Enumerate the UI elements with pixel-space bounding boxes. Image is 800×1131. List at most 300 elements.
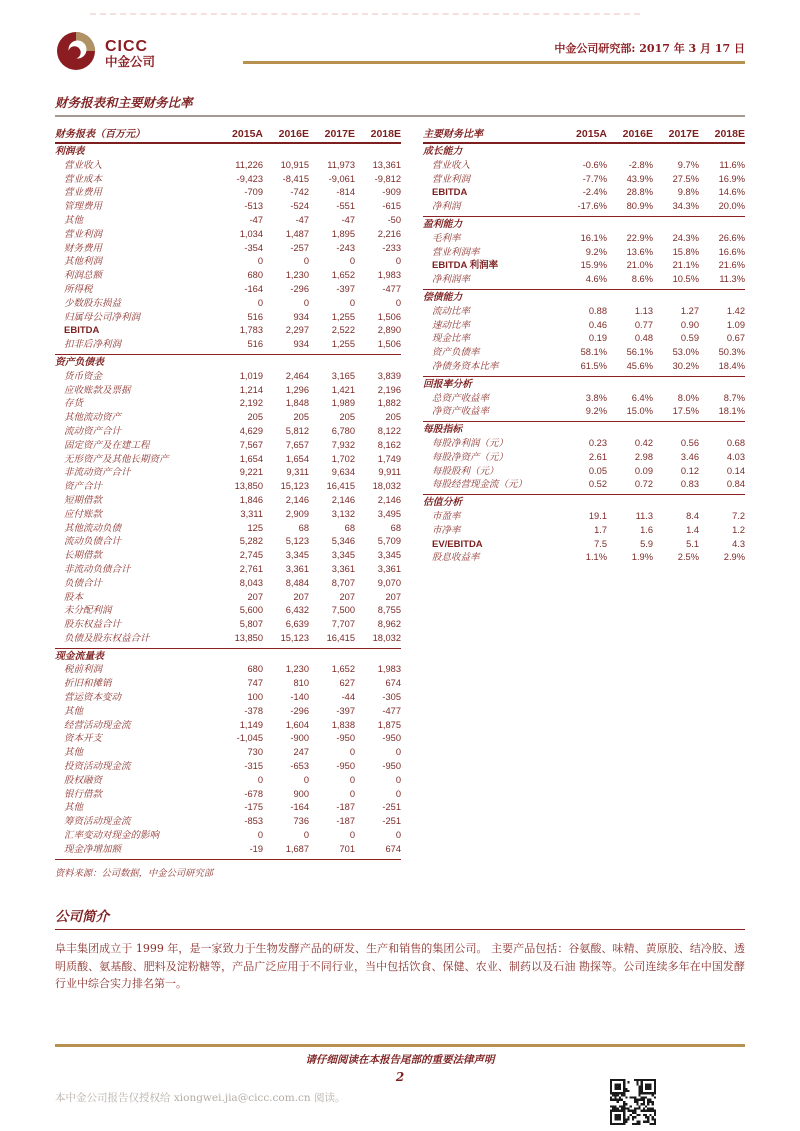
row-value: 7,567 — [239, 439, 263, 450]
row-value: 61.5% — [580, 360, 607, 371]
row-value: 1.27 — [680, 305, 699, 316]
row-value: 5,123 — [285, 536, 309, 547]
row-value: 16.6% — [718, 246, 745, 257]
row-value: 22.9% — [626, 232, 653, 243]
table-row — [423, 392, 745, 406]
row-value: 1.6 — [640, 524, 653, 535]
table-row — [55, 829, 401, 843]
row-value: -7.7% — [582, 173, 607, 184]
header-right — [243, 30, 745, 64]
row-label: 财务费用 — [64, 242, 103, 254]
qr-code — [610, 1078, 656, 1126]
row-value: 247 — [293, 747, 309, 758]
row-value: -251 — [382, 802, 401, 813]
row-value: 0 — [395, 256, 401, 267]
row-value: -1,045 — [236, 733, 263, 744]
row-label: 负债合计 — [64, 577, 103, 589]
row-value: 1,652 — [331, 270, 355, 281]
row-value: 5,282 — [239, 536, 263, 547]
row-label: 净债务资本比率 — [432, 360, 499, 372]
row-value: -950 — [336, 733, 355, 744]
cicc-logo — [55, 30, 155, 77]
row-value: 14.6% — [718, 187, 745, 198]
row-value: 0 — [349, 297, 355, 308]
section-header: 估值分析 — [423, 497, 463, 509]
row-value: 0.46 — [588, 319, 607, 330]
row-label: 营业收入 — [64, 159, 103, 171]
row-value: 11.6% — [719, 159, 745, 170]
row-label: 汇率变动对现金的影响 — [64, 830, 160, 842]
table-row — [423, 305, 745, 319]
row-value: 0.59 — [680, 333, 699, 344]
table-row — [55, 439, 401, 453]
table-row — [55, 228, 401, 242]
table-row — [55, 591, 401, 605]
row-value: -653 — [290, 761, 309, 772]
table-row — [55, 494, 401, 508]
row-value: 1,783 — [239, 325, 263, 336]
row-label: 长期借款 — [64, 550, 103, 562]
row-label: EBITDA — [64, 325, 100, 337]
row-value: 8,162 — [377, 439, 401, 450]
table-row — [55, 801, 401, 815]
row-value: 516 — [247, 311, 263, 322]
row-value: 1,487 — [285, 228, 309, 239]
row-value: 1,149 — [239, 719, 263, 730]
row-value: -397 — [336, 705, 355, 716]
row-label: 利润总额 — [64, 270, 103, 282]
row-value: 27.5% — [672, 173, 699, 184]
table-section — [423, 422, 745, 495]
row-value: 8,043 — [239, 577, 263, 588]
row-value: 0.67 — [726, 333, 745, 344]
row-label: 资产负债率 — [432, 347, 480, 359]
table-row — [55, 173, 401, 187]
row-value: 0.72 — [634, 479, 653, 490]
row-value: 1.4 — [686, 524, 699, 535]
row-value: 6,780 — [331, 425, 355, 436]
row-label: 营业费用 — [64, 187, 103, 199]
row-label: 流动资产合计 — [64, 425, 122, 437]
table-row — [55, 384, 401, 398]
row-value: 934 — [293, 311, 309, 322]
table-row — [423, 360, 745, 374]
row-value: -251 — [382, 816, 401, 827]
row-label: 速动比率 — [432, 319, 471, 331]
row-value: -2.4% — [582, 187, 607, 198]
row-value: -742 — [290, 187, 309, 198]
row-value: -551 — [336, 201, 355, 212]
table-row — [423, 538, 745, 552]
table-row — [55, 522, 401, 536]
row-value: 18.1% — [718, 406, 745, 417]
row-label: EBITDA — [432, 187, 468, 199]
row-label: 市净率 — [432, 524, 461, 536]
row-value: 1,506 — [377, 339, 401, 350]
page-number: 2 — [395, 1069, 405, 1084]
table-row — [55, 691, 401, 705]
row-value: 13,850 — [234, 481, 263, 492]
row-value: 0.23 — [588, 437, 607, 448]
table-section — [423, 290, 745, 377]
row-value: 747 — [247, 678, 263, 689]
table-row — [55, 269, 401, 283]
row-value: -164 — [290, 802, 309, 813]
row-value: 3.8% — [585, 392, 607, 403]
row-value: 8,755 — [377, 605, 401, 616]
table-row — [55, 843, 401, 857]
row-value: 0 — [395, 788, 401, 799]
row-value: 0 — [257, 256, 263, 267]
row-value: 0.05 — [588, 465, 607, 476]
row-label: 管理费用 — [64, 201, 103, 213]
row-value: 11.3% — [719, 274, 745, 285]
row-label: 营业收入 — [432, 159, 471, 171]
row-label: 每股股利（元） — [432, 465, 499, 477]
row-value: -233 — [382, 242, 401, 253]
table-row — [55, 370, 401, 384]
row-label: 投资活动现金流 — [64, 761, 131, 773]
row-value: 1,654 — [239, 453, 263, 464]
row-value: 3,311 — [240, 508, 263, 519]
row-value: -305 — [382, 692, 401, 703]
row-value: 0 — [395, 747, 401, 758]
row-value: 9,221 — [239, 467, 263, 478]
row-value: 207 — [339, 591, 355, 602]
row-value: 2,297 — [285, 325, 309, 336]
row-label: 其他 — [64, 802, 84, 814]
row-value: 15.9% — [580, 260, 607, 271]
row-value: 934 — [293, 339, 309, 350]
row-value: 680 — [247, 270, 263, 281]
section-header: 偿债能力 — [423, 291, 463, 303]
row-value: 6.4% — [631, 392, 653, 403]
row-value: 1,230 — [285, 270, 309, 281]
row-value: 2.5% — [677, 552, 699, 563]
row-value: 736 — [293, 816, 309, 827]
row-value: 0 — [257, 830, 263, 841]
row-label: 经营活动现金流 — [64, 719, 131, 731]
row-value: 0.56 — [680, 437, 699, 448]
table-row — [55, 788, 401, 802]
table-section — [423, 144, 745, 217]
row-label: 固定资产及在建工程 — [64, 439, 150, 451]
row-value: 28.8% — [626, 187, 653, 198]
row-value: 0 — [303, 297, 309, 308]
row-value: 0.68 — [726, 437, 745, 448]
row-value: 2,761 — [239, 563, 263, 574]
row-value: 2.61 — [588, 451, 607, 462]
table-header — [423, 125, 745, 144]
row-value: 1,255 — [331, 311, 355, 322]
row-value: 3,839 — [377, 370, 401, 381]
row-value: 11,973 — [327, 159, 355, 170]
table-row — [55, 677, 401, 691]
table-row — [55, 774, 401, 788]
row-value: 0.83 — [680, 479, 699, 490]
row-value: 9,070 — [377, 577, 401, 588]
page-title: 财务报表和主要财务比率 — [55, 95, 193, 110]
row-value: 56.1% — [626, 347, 653, 358]
row-value: 205 — [339, 412, 355, 423]
row-value: -354 — [244, 242, 263, 253]
row-label: 资产合计 — [64, 481, 103, 493]
row-value: 1,989 — [331, 398, 355, 409]
row-value: 2,146 — [331, 494, 355, 505]
row-value: -243 — [336, 242, 355, 253]
table-row — [55, 508, 401, 522]
table-row — [423, 159, 745, 173]
row-value: 5,346 — [331, 536, 355, 547]
row-label: 每股净资产（元） — [432, 451, 509, 463]
row-value: 0.90 — [680, 319, 699, 330]
table-row — [55, 425, 401, 439]
financial-statements-table — [55, 125, 401, 879]
table-row — [55, 632, 401, 646]
row-value: -47 — [341, 214, 355, 225]
table-section — [423, 377, 745, 422]
section-header: 利润表 — [55, 146, 85, 157]
row-value: 18.4% — [718, 360, 745, 371]
row-value: -524 — [290, 201, 309, 212]
row-value: 2,522 — [331, 325, 355, 336]
row-value: 2.9% — [723, 552, 745, 563]
table-row — [55, 186, 401, 200]
row-value: 4.03 — [726, 451, 745, 462]
row-value: 7,932 — [331, 439, 355, 450]
row-value: 1,838 — [331, 719, 355, 730]
row-label: 现金净增加额 — [64, 843, 122, 855]
row-value: 21.6% — [718, 260, 745, 271]
row-value: 2,146 — [285, 494, 309, 505]
row-value: -950 — [382, 733, 401, 744]
row-value: 0.84 — [726, 479, 745, 490]
column-header: 2018E — [370, 128, 401, 140]
table-row — [423, 478, 745, 492]
row-label: 所得税 — [64, 283, 93, 295]
row-value: 1,604 — [285, 719, 309, 730]
row-value: -615 — [382, 201, 401, 212]
row-value: 2.98 — [634, 451, 653, 462]
section-header: 成长能力 — [423, 146, 463, 157]
row-value: 0 — [303, 256, 309, 267]
row-value: 5.1 — [686, 538, 699, 549]
logo-text — [105, 38, 155, 69]
row-value: 1,749 — [377, 453, 401, 464]
row-value: 9.2% — [585, 246, 607, 257]
table-row — [423, 510, 745, 524]
row-value: 3,361 — [377, 563, 401, 574]
row-label: 资本开支 — [64, 733, 103, 745]
row-value: -678 — [244, 788, 263, 799]
row-value: 0.48 — [634, 333, 653, 344]
table-body — [55, 144, 401, 860]
row-value: 2,909 — [285, 508, 309, 519]
row-value: 18,032 — [372, 481, 401, 492]
table-row — [55, 283, 401, 297]
row-value: 2,745 — [239, 550, 263, 561]
row-value: 21.1% — [672, 260, 699, 271]
row-value: 24.3% — [672, 232, 699, 243]
row-value: -50 — [387, 214, 401, 225]
row-value: 13.6% — [626, 246, 653, 257]
row-label: 其他利润 — [64, 256, 103, 268]
table-row — [423, 173, 745, 187]
row-value: 3,132 — [331, 508, 355, 519]
row-value: 8.0% — [677, 392, 699, 403]
table-row — [423, 200, 745, 214]
row-label: 营业利润 — [432, 173, 471, 185]
row-value: -9,812 — [374, 173, 401, 184]
row-value: 1.9% — [631, 552, 653, 563]
table-row — [55, 760, 401, 774]
row-value: 0.52 — [588, 479, 607, 490]
row-value: 1,687 — [285, 843, 309, 854]
row-value: 0 — [349, 774, 355, 785]
row-value: 68 — [298, 522, 309, 533]
row-value: 205 — [247, 412, 263, 423]
table-title: 财务报表（百万元） — [55, 129, 145, 140]
row-label: 其他 — [64, 214, 84, 226]
row-label: 股息收益率 — [432, 552, 480, 564]
row-label: 现金比率 — [432, 333, 471, 345]
row-value: 100 — [247, 692, 263, 703]
row-label: 筹资活动现金流 — [64, 816, 131, 828]
row-value: 1,255 — [331, 339, 355, 350]
row-value: -19 — [249, 843, 263, 854]
row-value: 4,629 — [239, 425, 263, 436]
row-value: 1,846 — [239, 494, 263, 505]
row-value: 0.42 — [634, 437, 653, 448]
row-label: 毛利率 — [432, 232, 461, 244]
row-value: -47 — [295, 214, 309, 225]
row-value: 16.9% — [718, 173, 745, 184]
row-value: 1.09 — [726, 319, 745, 330]
row-label: 非流动负债合计 — [64, 563, 131, 575]
row-value: 1,214 — [239, 384, 263, 395]
row-value: -9,061 — [328, 173, 355, 184]
table-section — [55, 649, 401, 860]
row-value: 21.0% — [626, 260, 653, 271]
row-value: 13,850 — [234, 632, 263, 643]
row-value: 0.12 — [680, 465, 699, 476]
row-label: 银行借款 — [64, 788, 103, 800]
row-value: -477 — [382, 283, 401, 294]
legal-notice: 请仔细阅读在本报告尾部的重要法律声明 — [305, 1053, 495, 1066]
cicc-logo-icon — [55, 30, 97, 77]
row-value: 13,361 — [372, 159, 401, 170]
company-profile-title: 公司简介 — [55, 908, 109, 925]
table-row — [423, 319, 745, 333]
table-row — [423, 465, 745, 479]
row-label: 营业成本 — [64, 173, 103, 185]
column-header: 2016E — [622, 128, 653, 140]
table-section — [55, 355, 401, 649]
row-value: 3,361 — [331, 563, 355, 574]
row-label: 股东权益合计 — [64, 619, 122, 631]
row-value: 205 — [293, 412, 309, 423]
row-value: 0.14 — [726, 465, 745, 476]
row-value: -950 — [336, 761, 355, 772]
row-value: 0 — [349, 788, 355, 799]
row-value: 674 — [385, 678, 401, 689]
row-label: EBITDA 利润率 — [432, 260, 499, 272]
row-value: 1,882 — [377, 398, 401, 409]
row-value: 0 — [257, 774, 263, 785]
row-value: -9,423 — [236, 173, 263, 184]
row-value: -477 — [382, 705, 401, 716]
row-value: 15.0% — [626, 406, 653, 417]
row-value: 1,296 — [285, 384, 309, 395]
row-value: 207 — [247, 591, 263, 602]
row-value: 1,983 — [377, 664, 401, 675]
row-label: 其他 — [64, 705, 84, 717]
row-value: 2,216 — [377, 228, 401, 239]
row-value: -513 — [244, 201, 263, 212]
row-value: 1,506 — [377, 311, 401, 322]
table-row — [55, 242, 401, 256]
row-value: 125 — [247, 522, 263, 533]
table-title: 主要财务比率 — [423, 129, 483, 140]
table-row — [55, 324, 401, 338]
row-value: 3.46 — [680, 451, 699, 462]
table-row — [55, 297, 401, 311]
row-value: 0.19 — [588, 333, 607, 344]
financial-ratios-table — [423, 125, 745, 879]
row-value: -709 — [244, 187, 263, 198]
row-value: 0 — [349, 830, 355, 841]
row-value: 0 — [395, 830, 401, 841]
row-value: 0 — [257, 297, 263, 308]
row-value: 7,657 — [285, 439, 309, 450]
company-profile — [55, 905, 745, 993]
row-value: 4.3 — [732, 538, 745, 549]
authorization-note: 本中金公司报告仅授权给 xiongwei.jia@cicc.com.cn 阅读。 — [55, 1091, 346, 1104]
row-value: 53.0% — [672, 347, 699, 358]
row-label: 营运资本变动 — [64, 692, 122, 704]
row-label: 净资产收益率 — [432, 406, 490, 418]
row-value: 3,165 — [331, 370, 355, 381]
table-row — [423, 186, 745, 200]
table-row — [55, 618, 401, 632]
row-value: -175 — [244, 802, 263, 813]
row-value: -17.6% — [577, 201, 607, 212]
row-value: 9,634 — [331, 467, 355, 478]
row-value: 8,962 — [377, 619, 401, 630]
row-value: -397 — [336, 283, 355, 294]
section-header: 资产负债表 — [55, 356, 104, 368]
column-header: 2017E — [668, 128, 699, 140]
row-value: 43.9% — [626, 173, 653, 184]
row-value: 20.0% — [718, 201, 745, 212]
table-row — [55, 577, 401, 591]
row-value: 7,707 — [331, 619, 355, 630]
section-header: 每股指标 — [423, 424, 463, 436]
row-value: 18,032 — [372, 632, 401, 643]
row-value: -257 — [290, 242, 309, 253]
table-row — [423, 551, 745, 565]
row-value: 3,345 — [377, 550, 401, 561]
row-value: 3,361 — [285, 563, 309, 574]
table-row — [55, 466, 401, 480]
row-value: 1,702 — [331, 453, 355, 464]
row-value: 1,652 — [331, 664, 355, 675]
table-row — [55, 604, 401, 618]
table-row — [423, 259, 745, 273]
row-label: 税前利润 — [64, 664, 103, 676]
table-row — [423, 273, 745, 287]
row-value: 3,345 — [285, 550, 309, 561]
